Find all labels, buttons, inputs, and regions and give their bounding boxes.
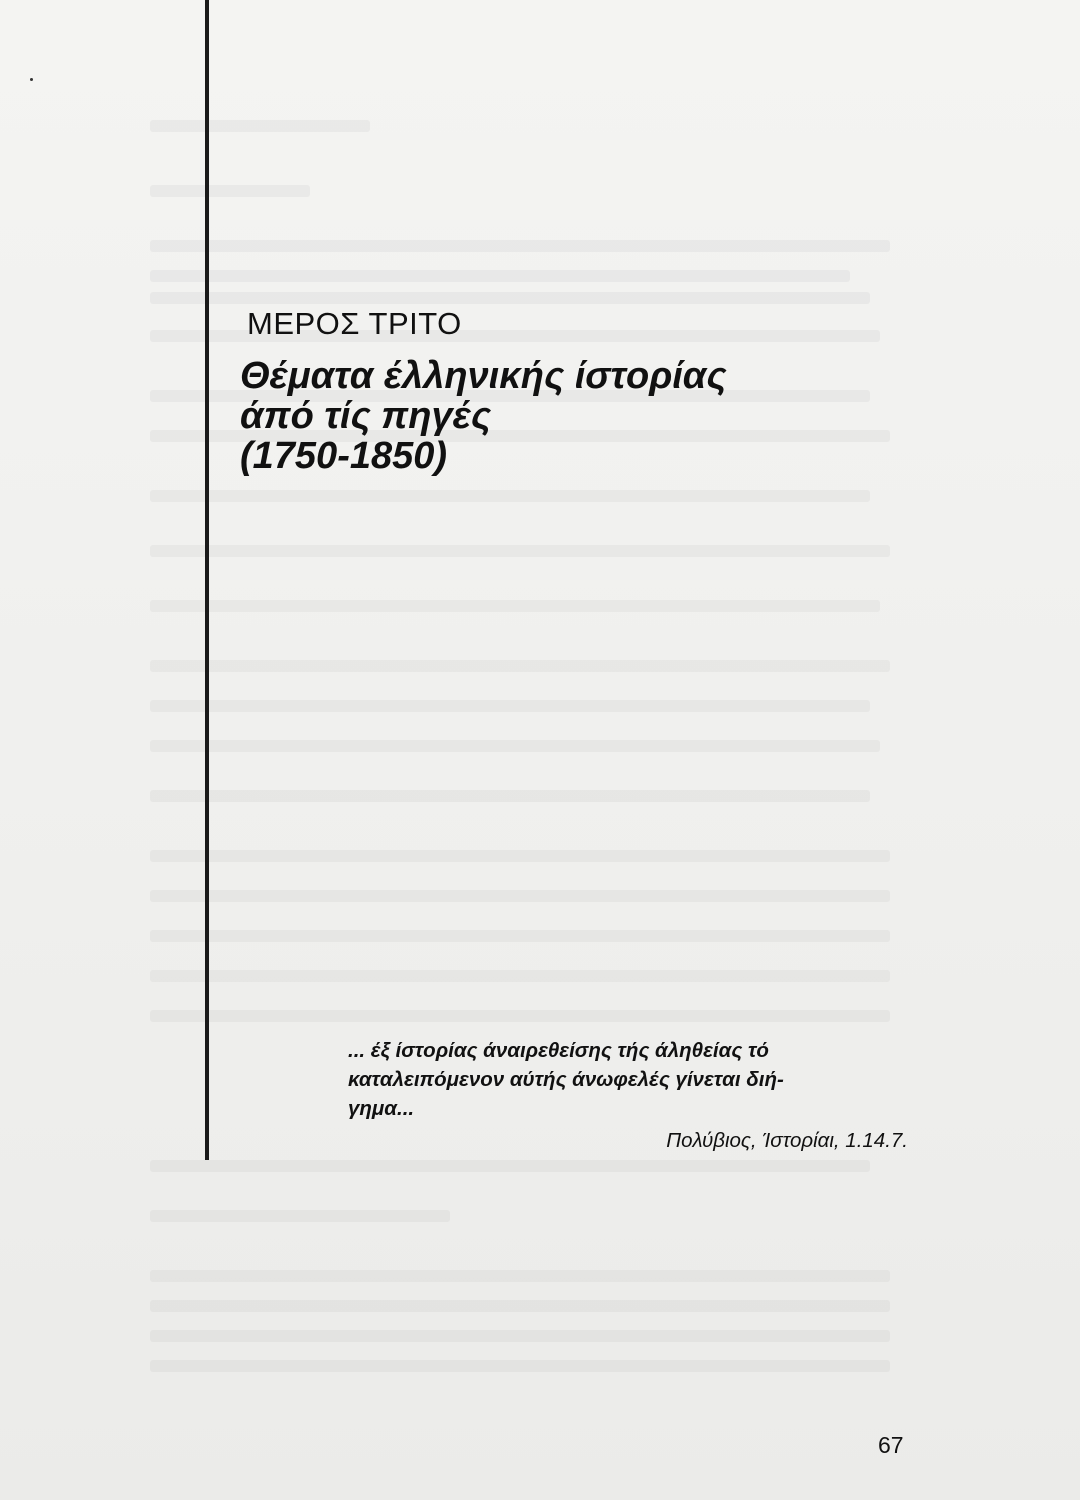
quote-line: ... έξ ίστορίας άναιρεθείσης τής άληθείας τό [348, 1039, 769, 1062]
title-line: Θέματα έλληνικής ίστορίας [240, 355, 727, 397]
part-label: ΜΕΡΟΣ ΤΡΙΤΟ [247, 306, 462, 341]
title-line: (1750-1850) [240, 435, 448, 477]
page-number: 67 [878, 1432, 904, 1458]
epigraph-quote [348, 1036, 908, 1123]
title-line: άπό τίς πηγές [240, 395, 492, 437]
vertical-rule [205, 0, 209, 1160]
print-speck [30, 78, 33, 81]
quote-line: καταλειπόμενον αύτής άνωφελές γίνεται διή- [348, 1068, 784, 1091]
quote-line: γημα... [348, 1097, 415, 1120]
part-title [240, 356, 840, 476]
epigraph-attribution: Πολύβιος, Ίστορίαι, 1.14.7. [666, 1129, 908, 1152]
